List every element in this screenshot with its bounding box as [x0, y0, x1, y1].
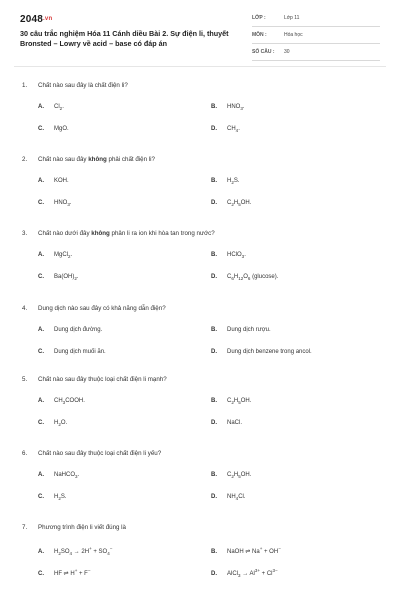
option-letter: D. — [211, 494, 217, 500]
question-stem — [22, 305, 166, 312]
option-letter: A. — [38, 178, 44, 184]
document-title: 30 câu trắc nghiệm Hóa 11 Cánh diều Bài 2. Sự điện li, thuyết Bronsted – Lowry về acid – base có đáp án — [20, 29, 229, 48]
answer-option[interactable] — [38, 398, 85, 405]
option-text: MgO. — [54, 126, 69, 132]
option-text: $H_2S$. — [54, 494, 67, 502]
option-text: $H_2S$. — [227, 178, 240, 186]
answer-option[interactable] — [38, 472, 79, 479]
answer-option[interactable] — [211, 420, 242, 426]
answer-option[interactable] — [38, 178, 69, 184]
option-letter: D. — [211, 420, 217, 426]
meta-value: Hóa học — [284, 32, 303, 38]
option-letter: A. — [38, 398, 44, 404]
option-text: $C_2H_5OH$. — [227, 472, 252, 480]
option-letter: D. — [211, 274, 217, 280]
option-letter: A. — [38, 327, 44, 333]
answer-option[interactable] — [211, 178, 240, 185]
option-text: Dung dịch đường. — [54, 327, 103, 333]
question-number: 4. — [22, 305, 28, 312]
option-letter: A. — [38, 104, 44, 110]
answer-option[interactable] — [211, 126, 240, 133]
option-letter: C. — [38, 420, 44, 426]
answer-option[interactable] — [211, 546, 281, 555]
answer-option[interactable] — [38, 104, 64, 111]
meta-label: SỐ CÂU : — [252, 49, 275, 55]
question-number: 2. — [22, 156, 28, 163]
answer-option[interactable] — [211, 568, 278, 578]
question-text: Chất nào sau đây là chất điện li? — [38, 82, 128, 89]
option-text: AlCl$_3$ → $Al^{3+} + Cl^{3-}$ — [227, 568, 278, 579]
option-text: $Ba(OH)_2$. — [54, 274, 79, 282]
option-text: NaHCO$_3$. — [54, 472, 80, 480]
meta-label: MÔN : — [252, 32, 267, 38]
question-text: Phương trình điện li viết đúng là — [38, 524, 127, 531]
option-text: $C_6H_{12}O_6$ (glucose). — [227, 274, 279, 282]
answer-option[interactable] — [38, 274, 79, 281]
question-number: 3. — [22, 230, 28, 237]
option-letter: B. — [211, 252, 217, 258]
answer-option[interactable] — [211, 274, 278, 281]
answer-option[interactable] — [38, 126, 69, 132]
question-stem — [22, 376, 167, 383]
option-letter: C. — [38, 349, 44, 355]
question-number: 7. — [22, 524, 28, 531]
option-text: HF ⇌ H+ + F− — [54, 568, 91, 577]
answer-option[interactable] — [38, 327, 102, 333]
question-stem — [22, 450, 161, 457]
meta-panel — [252, 12, 380, 63]
answer-option[interactable] — [38, 420, 67, 427]
question-text: Chất nào dưới đây không phân li ra ion khi hòa tan trong nước? — [38, 230, 215, 237]
meta-row-class — [252, 12, 380, 27]
question-number: 6. — [22, 450, 28, 457]
option-text: NaOH ⇌ Na+ + OH− — [227, 546, 281, 555]
question-text: Dung dịch nào sau đây có khả năng dẫn điện? — [38, 305, 166, 312]
answer-option[interactable] — [211, 494, 246, 501]
answer-option[interactable] — [211, 349, 312, 355]
question-stem — [22, 524, 126, 531]
question-number: 1. — [22, 82, 28, 89]
option-text: MgCl$_2$. — [54, 252, 73, 260]
option-text: $CH_3COOH$. — [54, 398, 85, 406]
option-text: $NH_4Cl$. — [227, 494, 246, 502]
option-letter: A. — [38, 252, 44, 258]
question-text: Chất nào sau đây không phải chất điện li? — [38, 156, 155, 163]
answer-option[interactable] — [211, 252, 246, 259]
option-letter: C. — [38, 274, 44, 280]
option-text: $CH_4$. — [227, 126, 240, 134]
option-letter: B. — [211, 327, 217, 333]
option-text: Dung dịch rượu. — [227, 327, 271, 333]
answer-option[interactable] — [38, 200, 72, 207]
answer-option[interactable] — [211, 398, 251, 405]
meta-value: 30 — [284, 49, 290, 55]
option-text: KOH. — [54, 178, 69, 184]
option-letter: D. — [211, 126, 217, 132]
option-text: $C_2H_5OH$. — [227, 398, 252, 406]
meta-row-count — [252, 46, 380, 61]
option-letter: B. — [211, 472, 217, 478]
question-text: Chất nào sau đây thuộc loại chất điện li yếu? — [38, 450, 162, 457]
header-divider — [14, 66, 386, 67]
option-text: $H_2SO_4 \to 2H^+ + SO_4^-$ — [54, 546, 113, 557]
option-text: Dung dịch muối ăn. — [54, 349, 106, 355]
answer-option[interactable] — [38, 494, 67, 501]
answer-option[interactable] — [211, 104, 245, 111]
answer-option[interactable] — [211, 472, 251, 479]
option-text: $HNO_3$. — [54, 200, 72, 208]
option-letter: C. — [38, 494, 44, 500]
option-text: $HNO_3$. — [227, 104, 245, 112]
logo-main: 2048 — [20, 14, 44, 25]
option-text: $C_2H_5OH$. — [227, 200, 252, 208]
option-letter: B. — [211, 178, 217, 184]
question-stem — [22, 230, 215, 237]
option-letter: D. — [211, 349, 217, 355]
option-letter: C. — [38, 571, 44, 577]
option-letter: D. — [211, 200, 217, 206]
option-letter: A. — [38, 472, 44, 478]
option-text: NaCl. — [227, 420, 243, 426]
option-letter: B. — [211, 104, 217, 110]
answer-option[interactable] — [38, 349, 106, 355]
answer-option[interactable] — [38, 546, 112, 556]
logo-suffix: .vn — [43, 16, 53, 22]
answer-option[interactable] — [211, 327, 271, 333]
answer-option[interactable] — [38, 568, 91, 577]
question-stem — [22, 82, 128, 89]
question-stem — [22, 156, 155, 163]
option-letter: D. — [211, 571, 217, 577]
question-text: Chất nào sau đây thuộc loại chất điện li mạnh? — [38, 376, 167, 383]
option-text: HClO$_3$. — [227, 252, 246, 260]
question-number: 5. — [22, 376, 28, 383]
option-text: $Cl_2$. — [54, 104, 64, 112]
site-logo[interactable] — [20, 14, 52, 25]
option-text: Dung dịch benzene trong ancol. — [227, 349, 312, 355]
option-letter: B. — [211, 549, 217, 555]
meta-row-subject — [252, 29, 380, 44]
answer-option[interactable] — [211, 200, 251, 207]
meta-label: LỚP : — [252, 15, 266, 21]
option-letter: C. — [38, 200, 44, 206]
option-text: $H_2O$. — [54, 420, 68, 428]
option-letter: C. — [38, 126, 44, 132]
meta-value: Lớp 11 — [284, 15, 300, 21]
option-letter: B. — [211, 398, 217, 404]
option-letter: A. — [38, 549, 44, 555]
answer-option[interactable] — [38, 252, 72, 259]
